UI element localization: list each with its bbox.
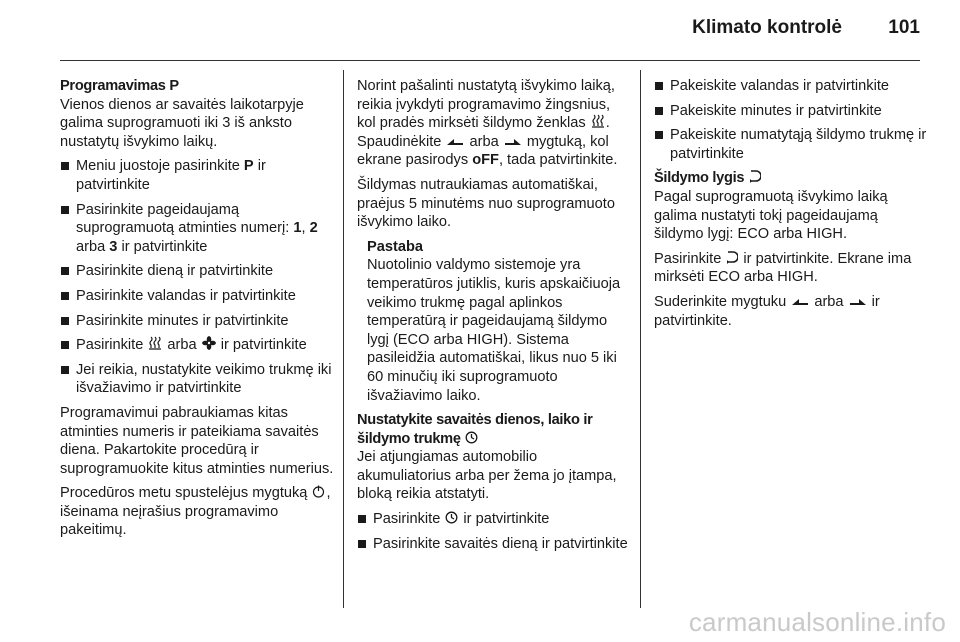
bullet-icon (61, 317, 69, 325)
list-item: Pakeiskite valandas ir patvirtinkite (654, 77, 929, 96)
list-item: Jei reikia, nustatykite veikimo trukmę iki išvažiavimo ir patvirtinkite (60, 361, 335, 398)
clock-icon (465, 431, 478, 444)
paragraph: Jei atjungiamas automobilio akumuliatorius arba per žema jo įtampa, bloką reikia atstatyti. (357, 449, 617, 503)
list-item: Pasirinkite minutes ir patvirtinkite (60, 312, 335, 331)
bullet-icon (358, 515, 366, 523)
column-1 (60, 77, 335, 546)
right-arrow-icon (504, 137, 522, 147)
bullet-icon (61, 341, 69, 349)
paragraph: Norint pašalinti nustatytą išvykimo laiką, reikia įvykdyti programavimo žingsnius, kol pradės mirksėti šildymo ženklas . Spaudinėkite arba mygtuką, kol ekrane pasirodys oFF, tada patvirtinkite. (357, 78, 618, 169)
list-item: Pasirinkite savaitės dieną ir patvirtinkite (357, 535, 632, 554)
level-icon (726, 250, 738, 264)
note-box (367, 238, 632, 405)
list-item: Meniu juostoje pasirinkite P ir patvirtinkite (60, 157, 335, 194)
fan-icon (202, 336, 216, 350)
power-icon (312, 485, 325, 498)
paragraph: Pasirinkite ir patvirtinkite. Ekrane ima mirksėti ECO arba HIGH. (654, 250, 912, 286)
left-arrow-icon (446, 137, 464, 147)
bullet-icon (655, 107, 663, 115)
bullet-icon (61, 366, 69, 374)
paragraph: Vienos dienos ar savaitės laikotarpyje galima suprogramuoti iki 3 iš anksto nustatytų išvykimo laikų. (60, 96, 304, 150)
clock-icon (445, 511, 458, 524)
column-2 (357, 77, 632, 559)
bullet-icon (61, 292, 69, 300)
bullet-icon (358, 540, 366, 548)
bullet-icon (61, 162, 69, 170)
header-divider (60, 60, 920, 61)
list-item: Pasirinkite arba ir patvirtinkite (60, 336, 335, 355)
bullet-list (357, 510, 632, 553)
page-number: 101 (888, 17, 920, 38)
bullet-icon (655, 131, 663, 139)
paragraph: Programavimui pabraukiamas kitas atminties numeris ir pateikiama savaitės diena. Pakartokite procedūrą ir suprogramuokite kitus atminties numerius. (60, 404, 334, 477)
bullet-list (654, 77, 929, 163)
left-arrow-icon (791, 297, 809, 307)
right-arrow-icon (849, 297, 867, 307)
bullet-icon (61, 206, 69, 214)
section-heading-heating-level: Šildymo lygis (654, 169, 929, 188)
section-heading-day-time: Nustatykite savaitės dienos, laiko ir šildymo trukmę (357, 412, 593, 447)
column-3 (654, 77, 929, 336)
heat-waves-icon (148, 336, 162, 350)
bullet-icon (655, 82, 663, 90)
list-item: Pasirinkite ir patvirtinkite (357, 510, 632, 529)
page-title: Klimato kontrolė (692, 17, 842, 38)
bullet-list (60, 157, 335, 398)
paragraph: Procedūros metu spustelėjus mygtuką , išeinama neįrašius programavimo pakeitimų. (60, 485, 331, 539)
heat-waves-icon (591, 114, 605, 128)
level-icon (749, 169, 761, 183)
paragraph: Šildymas nutraukiamas automatiškai, praėjus 5 minutėms nuo suprogramuoto išvykimo laiko. (357, 176, 615, 231)
list-item: Pasirinkite pageidaujamą suprogramuotą atminties numerį: 1, 2 arba 3 ir patvirtinkite (60, 201, 335, 257)
list-item: Pakeiskite numatytąją šildymo trukmę ir patvirtinkite (654, 126, 929, 163)
column-divider-1 (343, 70, 344, 608)
list-item: Pakeiskite minutes ir patvirtinkite (654, 102, 929, 121)
section-heading-programming: Programavimas P (60, 78, 179, 94)
page-header (0, 0, 960, 60)
note-text: Nuotolinio valdymo sistemoje yra temperatūros jutiklis, kuris apskaičiuoja veikimo trukmę pagal aplinkos temperatūrą ir pageidaujamą šildymo lygį (ECO arba HIGH). Sistema pasileidžia automatiškai, likus nuo 5 iki 60 minučių iki suprogramuoto išvažiavimo laiko. (367, 257, 621, 404)
list-item: Pasirinkite valandas ir patvirtinkite (60, 287, 335, 306)
watermark: carmanualsonline.info (688, 607, 946, 637)
list-item: Pasirinkite dieną ir patvirtinkite (60, 262, 335, 281)
note-title: Pastaba (367, 238, 423, 255)
paragraph: Pagal suprogramuotą išvykimo laiką galima nustatyti tokį pageidaujamą šildymo lygį: ECO arba HIGH. (654, 188, 888, 243)
paragraph: Suderinkite mygtuku arba ir patvirtinkite. (654, 293, 880, 329)
column-divider-2 (640, 70, 641, 608)
bullet-icon (61, 267, 69, 275)
